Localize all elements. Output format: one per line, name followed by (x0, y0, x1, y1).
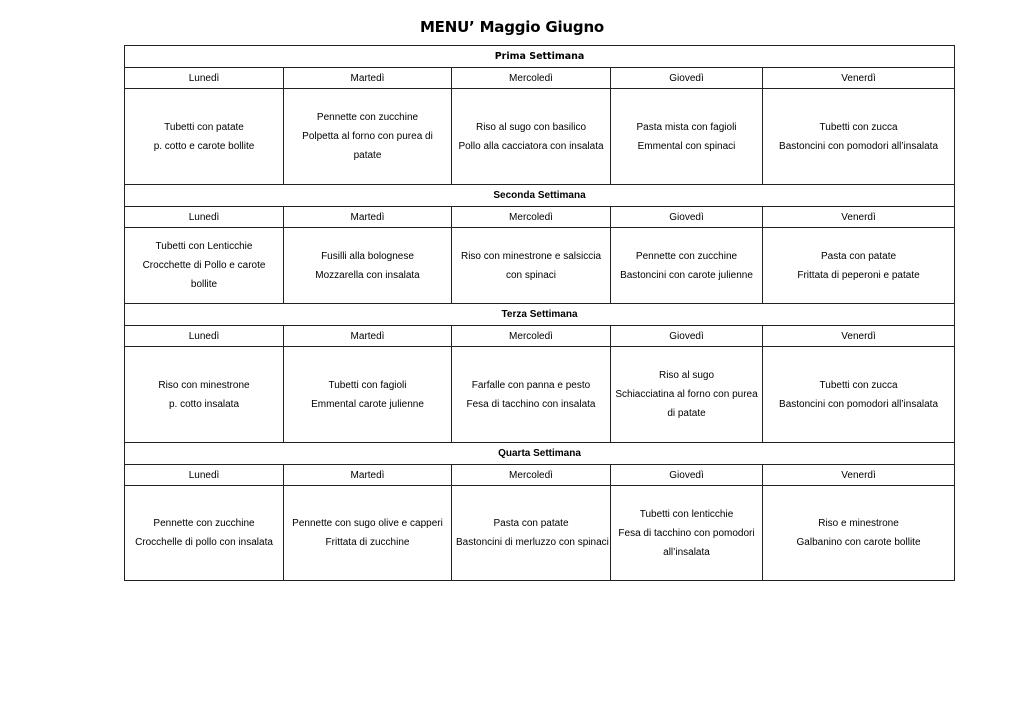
meal-cell (763, 486, 955, 581)
second-course: Frittata di zucchine (325, 537, 410, 548)
first-course: Pasta con patate (820, 250, 897, 262)
second-course: Fesa di tacchino con pomodori all’insalata (618, 527, 755, 558)
day-header-thursday: Giovedì (611, 68, 763, 89)
day-header-wednesday: Mercoledì (452, 465, 611, 486)
day-header-thursday: Giovedì (611, 207, 763, 228)
first-course: Tubetti con patate (164, 121, 244, 133)
first-course: Pasta mista con fagioli (636, 121, 737, 133)
first-course: Pennette con zucchine (635, 250, 738, 262)
day-header-tuesday: Martedì (284, 465, 452, 486)
day-header-monday: Lunedì (125, 207, 284, 228)
second-course: Emmental carote julienne (311, 398, 424, 410)
day-header-monday: Lunedì (125, 326, 284, 347)
meal-cell (763, 89, 955, 185)
meal-cell (452, 347, 611, 443)
week-header-row (125, 304, 955, 326)
day-header-friday: Venerdì (763, 465, 955, 486)
first-course: Riso con minestrone e salsiccia con spinaci (460, 250, 602, 281)
week-header-row (125, 46, 955, 68)
second-course: Polpetta al forno con purea di patate (302, 131, 433, 161)
day-header-wednesday: Mercoledì (452, 207, 611, 228)
meal-cell (611, 486, 763, 581)
day-header-wednesday: Mercoledì (452, 68, 611, 89)
day-header-thursday: Giovedì (611, 326, 763, 347)
page-title: MENU’ Maggio Giugno (419, 18, 605, 36)
meal-cell (452, 228, 611, 304)
day-header-row (125, 326, 955, 347)
day-header-tuesday: Martedì (284, 207, 452, 228)
first-course: Fusilli alla bolognese (321, 250, 414, 262)
week-header-row (125, 443, 955, 465)
menu-table (124, 45, 955, 581)
second-course: p. cotto insalata (168, 398, 240, 410)
second-course: Bastoncini con pomodori all’insalata (779, 140, 939, 152)
meal-cell (125, 486, 284, 581)
second-course: Bastoncini con carote julienne (620, 269, 753, 281)
day-header-row (125, 465, 955, 486)
meal-cell (284, 347, 452, 443)
meal-cell (763, 347, 955, 443)
meal-cell (125, 347, 284, 443)
meal-cell (611, 89, 763, 185)
first-course: Riso al sugo con basilico (475, 121, 587, 133)
meal-cell (611, 347, 763, 443)
meal-row (125, 347, 955, 443)
first-course: Riso al sugo (658, 370, 715, 381)
day-header-monday: Lunedì (125, 68, 284, 89)
second-course: Pollo alla cacciatora con insalata (458, 140, 604, 152)
meal-row (125, 228, 955, 304)
first-course: Pennette con zucchine (153, 518, 255, 529)
first-course: Tubetti con zucca (819, 379, 898, 391)
second-course: Galbanino con carote bollite (796, 537, 921, 548)
first-course: Pennette con sugo olive e capperi (292, 518, 443, 529)
week-title: Prima Settimana (125, 46, 955, 68)
second-course: Crocchette di Pollo e carote bollite (142, 260, 266, 290)
first-course: Tubetti con Lenticchie (155, 241, 253, 252)
day-header-row (125, 68, 955, 89)
second-course: Frittata di peperoni e patate (797, 269, 920, 281)
day-header-wednesday: Mercoledì (452, 326, 611, 347)
meal-cell (125, 89, 284, 185)
meal-cell (284, 228, 452, 304)
first-course: Pennette con zucchine (316, 112, 419, 123)
meal-cell (452, 486, 611, 581)
first-course: Riso e minestrone (818, 518, 899, 529)
second-course: Mozzarella con insalata (315, 269, 420, 281)
meal-cell (125, 228, 284, 304)
second-course: p. cotto e carote bollite (153, 140, 255, 152)
second-course: Schiacciatina al forno con purea di patate (615, 389, 758, 419)
meal-cell (763, 228, 955, 304)
week-header-row (125, 185, 955, 207)
week-title: Terza Settimana (125, 304, 955, 326)
first-course: Riso con minestrone (158, 379, 250, 391)
first-course: Tubetti con fagioli (328, 379, 407, 391)
first-course: Tubetti con zucca (819, 121, 898, 133)
first-course: Farfalle con panna e pesto (471, 379, 591, 391)
second-course: Crocchelle di pollo con insalata (135, 537, 273, 548)
meal-cell (284, 89, 452, 185)
day-header-tuesday: Martedì (284, 326, 452, 347)
meal-cell (284, 486, 452, 581)
first-course: Pasta con patate (493, 518, 569, 529)
second-course: Bastoncini di merluzzo con spinaci (456, 537, 609, 548)
day-header-monday: Lunedì (125, 465, 284, 486)
day-header-friday: Venerdì (763, 326, 955, 347)
meal-cell (611, 228, 763, 304)
day-header-thursday: Giovedì (611, 465, 763, 486)
day-header-row (125, 207, 955, 228)
meal-row (125, 89, 955, 185)
meal-cell (452, 89, 611, 185)
week-title: Quarta Settimana (125, 443, 955, 465)
meal-row (125, 486, 955, 581)
first-course: Tubetti con lenticchie (639, 508, 734, 520)
second-course: Fesa di tacchino con insalata (466, 398, 596, 410)
second-course: Bastoncini con pomodori all’insalata (779, 398, 939, 410)
second-course: Emmental con spinaci (637, 140, 736, 152)
week-title: Seconda Settimana (125, 185, 955, 207)
day-header-friday: Venerdì (763, 68, 955, 89)
day-header-friday: Venerdì (763, 207, 955, 228)
day-header-tuesday: Martedì (284, 68, 452, 89)
